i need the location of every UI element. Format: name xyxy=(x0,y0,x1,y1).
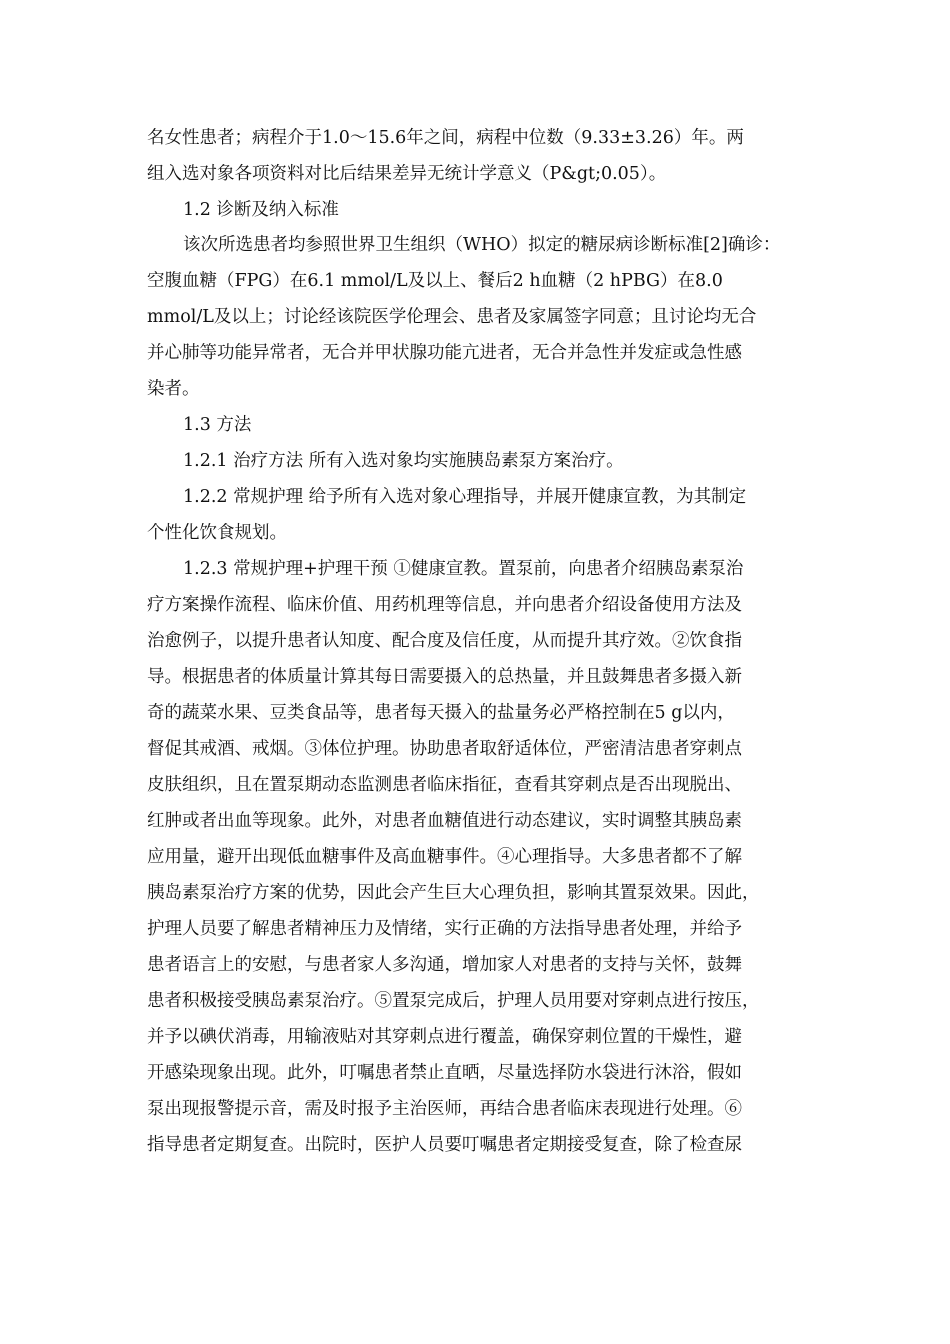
paragraph-line: 护理人员要了解患者精神压力及情绪，实行正确的方法指导患者处理，并给予 xyxy=(147,919,742,939)
paragraph-line: 指导患者定期复查。出院时，医护人员要叮嘱患者定期接受复查，除了检查尿 xyxy=(147,1135,742,1155)
paragraph-line: 红肿或者出血等现象。此外，对患者血糖值进行动态建议，实时调整其胰岛素 xyxy=(147,811,742,831)
paragraph-line: 1.2.1 治疗方法 所有入选对象均实施胰岛素泵方案治疗。 xyxy=(183,451,624,471)
paragraph-line: 导。根据患者的体质量计算其每日需要摄入的总热量，并且鼓舞患者多摄入新 xyxy=(147,667,742,687)
paragraph-line: 患者积极接受胰岛素泵治疗。⑤置泵完成后，护理人员用要对穿刺点进行按压， xyxy=(147,991,760,1011)
paragraph-line: 个性化饮食规划。 xyxy=(147,523,287,543)
paragraph-line: 患者语言上的安慰，与患者家人多沟通，增加家人对患者的支持与关怀，鼓舞 xyxy=(147,955,742,975)
paragraph-line: 该次所选患者均参照世界卫生组织（WHO）拟定的糖尿病诊断标准[2]确诊： xyxy=(183,235,781,255)
paragraph-line: 奇的蔬菜水果、豆类食品等，患者每天摄入的盐量务必严格控制在5 g以内， xyxy=(147,703,735,723)
paragraph-line: 空腹血糖（FPG）在6.1 mmol/L及以上、餐后2 h血糖（2 hPBG）在8.0 xyxy=(147,271,723,291)
section-heading: 1.3 方法 xyxy=(183,415,252,435)
paragraph-line: 染者。 xyxy=(147,379,200,399)
paragraph-line: 组入选对象各项资料对比后结果差异无统计学意义（P&gt;0.05）。 xyxy=(147,164,667,184)
paragraph-line: 督促其戒酒、戒烟。③体位护理。协助患者取舒适体位，严密清洁患者穿刺点 xyxy=(147,739,742,759)
paragraph-line: 疗方案操作流程、临床价值、用药机理等信息，并向患者介绍设备使用方法及 xyxy=(147,595,742,615)
paragraph-line: 并予以碘伏消毒，用输液贴对其穿刺点进行覆盖，确保穿刺位置的干燥性，避 xyxy=(147,1027,742,1047)
section-heading: 1.2 诊断及纳入标准 xyxy=(183,200,339,220)
paragraph-line: 并心肺等功能异常者，无合并甲状腺功能亢进者，无合并急性并发症或急性感 xyxy=(147,343,742,363)
paragraph-line: 名女性患者；病程介于1.0～15.6年之间，病程中位数（9.33±3.26）年。两 xyxy=(147,128,744,148)
paragraph-line: mmol/L及以上；讨论经该院医学伦理会、患者及家属签字同意；且讨论均无合 xyxy=(147,307,757,327)
paragraph-line: 1.2.3 常规护理+护理干预 ①健康宣教。置泵前，向患者介绍胰岛素泵治 xyxy=(183,559,744,579)
paragraph-line: 1.2.2 常规护理 给予所有入选对象心理指导，并展开健康宣教，为其制定 xyxy=(183,487,747,507)
paragraph-line: 皮肤组织，且在置泵期动态监测患者临床指征，查看其穿刺点是否出现脱出、 xyxy=(147,775,742,795)
paragraph-line: 泵出现报警提示音，需及时报予主治医师，再结合患者临床表现进行处理。⑥ xyxy=(147,1099,742,1119)
paragraph-line: 应用量，避开出现低血糖事件及高血糖事件。④心理指导。大多患者都不了解 xyxy=(147,847,742,867)
paragraph-line: 开感染现象出现。此外，叮嘱患者禁止直晒，尽量选择防水袋进行沐浴，假如 xyxy=(147,1063,742,1083)
paragraph-line: 治愈例子，以提升患者认知度、配合度及信任度，从而提升其疗效。②饮食指 xyxy=(147,631,742,651)
paragraph-line: 胰岛素泵治疗方案的优势，因此会产生巨大心理负担，影响其置泵效果。因此， xyxy=(147,883,760,903)
